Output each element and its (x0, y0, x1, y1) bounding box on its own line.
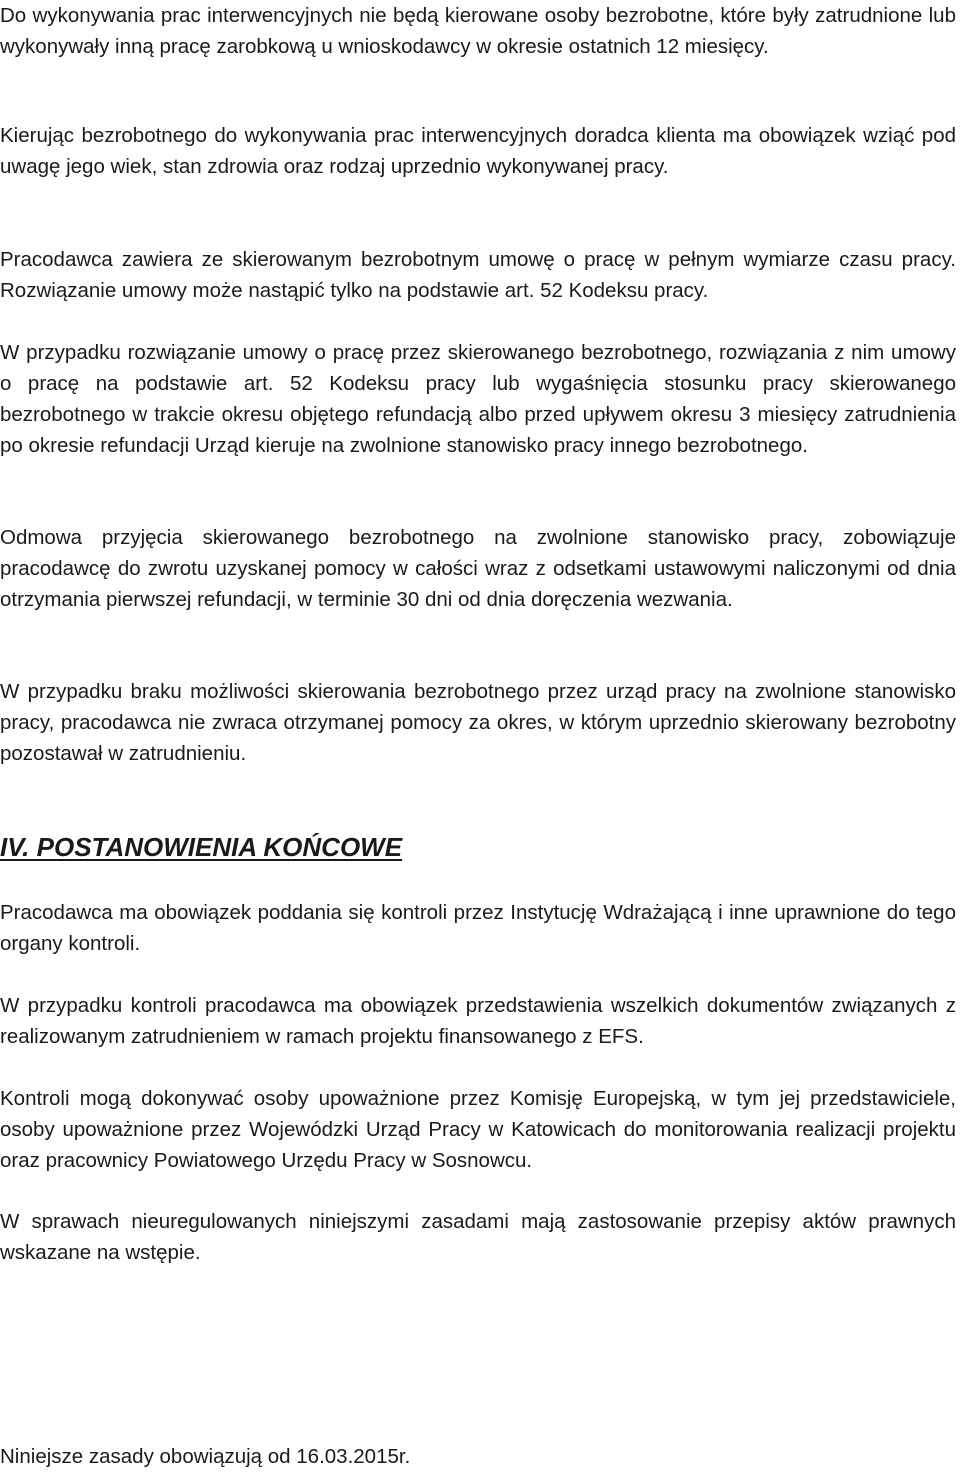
paragraph-refusal-refund: Odmowa przyjęcia skierowanego bezrobotnego na zwolnione stanowisko pracy, zobowiązuje pracodawcę do zwrotu uzyskanej pomocy w całości wraz z odsetkami ustawowymi naliczonymi od dnia otrzymania pierwszej refundacji, w terminie 30 dni od dnia doręczenia wezwania. (0, 526, 956, 611)
effective-date-line: Niniejsze zasady obowiązują od 16.03.2015r. (0, 1445, 411, 1468)
section-heading: IV. POSTANOWIENIA KOŃCOWE (0, 832, 403, 862)
paragraph-inspection-duty: Pracodawca ma obowiązek poddania się kontroli przez Instytucję Wdrażającą i inne uprawnione do tego organy kontroli. (0, 901, 956, 955)
paragraph-inspection-documents: W przypadku kontroli pracodawca ma obowiązek przedstawienia wszelkich dokumentów związanych z realizowanym zatrudnieniem w ramach projektu finansowanego z EFS. (0, 994, 956, 1048)
paragraph-authorized-inspectors: Kontroli mogą dokonywać osoby upoważnione przez Komisję Europejską, w tym jej przedstawiciele, osoby upoważnione przez Wojewódzki Urząd Pracy w Katowicach do monitorowania realizacji projektu oraz pracownicy Powiatowego Urzędu Pracy w Sosnowcu. (0, 1087, 956, 1172)
paragraph-advisor-duty: Kierując bezrobotnego do wykonywania prac interwencyjnych doradca klienta ma obowiązek wziąć pod uwagę jego wiek, stan zdrowia oraz rodzaj uprzednio wykonywanej pracy. (0, 124, 956, 178)
paragraph-excluded-persons: Do wykonywania prac interwencyjnych nie będą kierowane osoby bezrobotne, które były zatrudnione lub wykonywały inną pracę zarobkową u wnioskodawcy w okresie ostatnich 12 miesięcy. (0, 4, 956, 58)
paragraph-contract-termination: W przypadku rozwiązanie umowy o pracę przez skierowanego bezrobotnego, rozwiązania z nim umowy o pracę na podstawie art. 52 Kodeksu pracy lub wygaśnięcia stosunku pracy skierowanego bezrobotnego w trakcie okresu objętego refundacją albo przed upływem okresu 3 miesięcy zatrudnienia po okresie refundacji Urząd kieruje na zwolnione stanowisko pracy innego bezrobotnego. (0, 341, 956, 457)
paragraph-no-referral: W przypadku braku możliwości skierowania bezrobotnego przez urząd pracy na zwolnione stanowisko pracy, pracodawca nie zwraca otrzymanej pomocy za okres, w którym uprzednio skierowany bezrobotny pozostawał w zatrudnieniu. (0, 680, 956, 765)
paragraph-employment-contract: Pracodawca zawiera ze skierowanym bezrobotnym umowę o pracę w pełnym wymiarze czasu pracy. Rozwiązanie umowy może nastąpić tylko na podstawie art. 52 Kodeksu pracy. (0, 248, 956, 302)
paragraph-unregulated-matters: W sprawach nieuregulowanych niniejszymi zasadami mają zastosowanie przepisy aktów prawnych wskazane na wstępie. (0, 1210, 956, 1264)
